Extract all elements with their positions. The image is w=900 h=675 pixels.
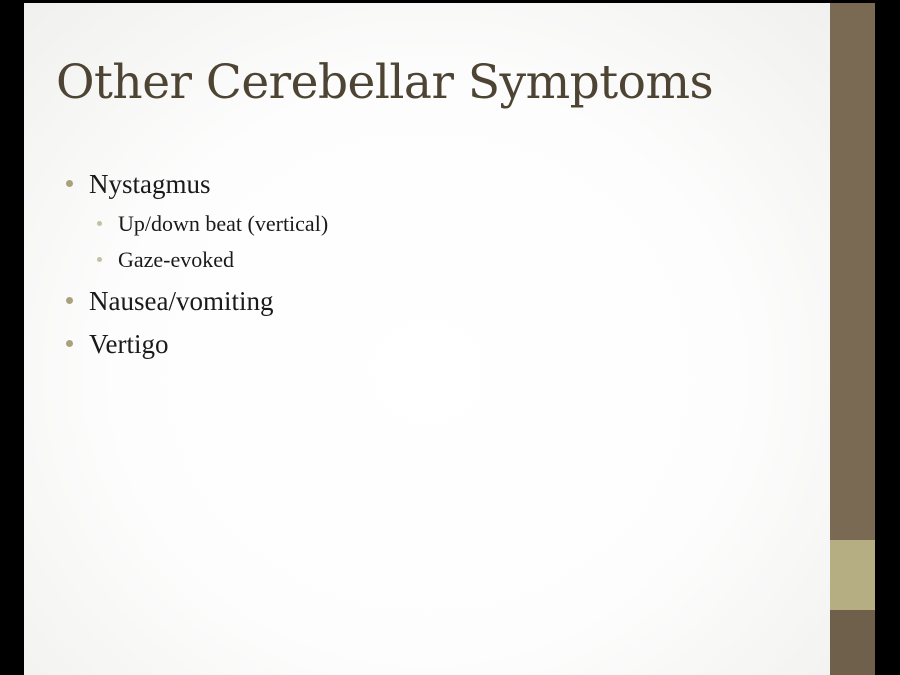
- bullet-list: [64, 163, 328, 366]
- slide-side-bar: [830, 3, 875, 675]
- bullet-text: Nausea/vomiting: [89, 286, 274, 316]
- bullet-dot-icon: [66, 340, 73, 347]
- bullet-dot-icon: [66, 180, 73, 187]
- sub-bullet-group: [64, 206, 328, 278]
- sub-bullet-item: [64, 242, 328, 278]
- slide-title: Other Cerebellar Symptoms: [56, 55, 714, 110]
- bullet-item: [64, 163, 328, 206]
- slide: [24, 3, 830, 675]
- sub-bullet-text: Up/down beat (vertical): [118, 211, 329, 236]
- sub-bullet-item: [64, 206, 328, 242]
- bullet-text: Vertigo: [89, 329, 169, 359]
- side-bar-accent-block: [830, 540, 875, 610]
- bullet-item: [64, 323, 328, 366]
- sub-bullet-text: Gaze-evoked: [118, 247, 235, 272]
- sub-bullet-dot-icon: [97, 221, 102, 226]
- side-bar-lower-block: [830, 610, 875, 675]
- bullet-text: Nystagmus: [89, 169, 211, 199]
- bullet-item: [64, 280, 328, 323]
- bullet-dot-icon: [66, 297, 73, 304]
- sub-bullet-dot-icon: [97, 257, 102, 262]
- sub-bullet-list: [64, 206, 328, 278]
